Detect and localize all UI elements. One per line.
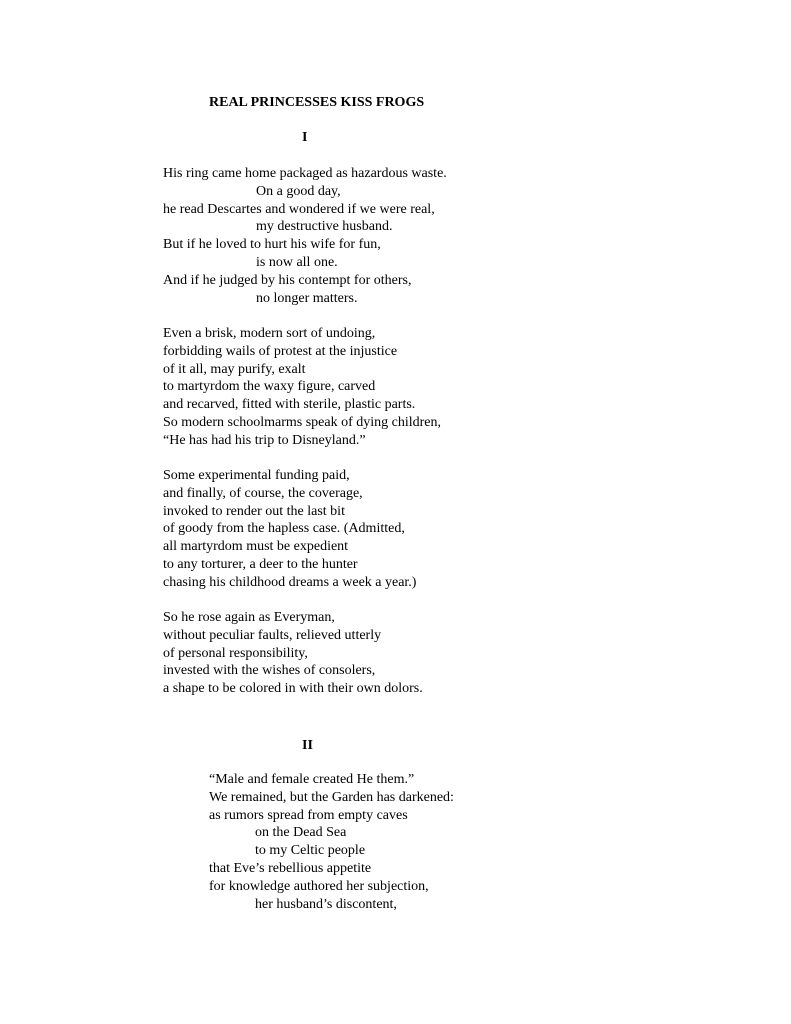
stanza <box>163 165 447 307</box>
poem-line: her husband’s discontent, <box>255 896 397 912</box>
poem-line: to any torturer, a deer to the hunter <box>163 556 358 572</box>
poem-line: to martyrdom the waxy figure, carved <box>163 379 376 395</box>
poem-line: and finally, of course, the coverage, <box>163 485 363 501</box>
poem-line: invested with the wishes of consolers, <box>163 663 376 679</box>
poem-line: all martyrdom must be expedient <box>163 539 349 555</box>
poem-line: and recarved, fitted with sterile, plastic parts. <box>163 397 416 413</box>
section-numeral: I <box>302 130 308 145</box>
poem-line: So he rose again as Everyman, <box>163 610 335 625</box>
poem-line: Even a brisk, modern sort of undoing, <box>163 326 376 341</box>
poem-line: a shape to be colored in with their own dolors. <box>163 681 423 697</box>
poem-line: So modern schoolmarms speak of dying children, <box>163 414 442 430</box>
poem-line: Some experimental funding paid, <box>163 468 350 483</box>
poem-line: to my Celtic people <box>255 843 366 859</box>
stanza <box>209 771 454 913</box>
poem-line: of goody from the hapless case. (Admitted, <box>163 521 405 537</box>
poem-title: REAL PRINCESSES KISS FROGS <box>209 95 425 110</box>
poem-line: without peculiar faults, relieved utterly <box>163 627 382 643</box>
poem-line: And if he judged by his contempt for others, <box>163 272 412 288</box>
stanza <box>163 609 423 698</box>
poem-line: invoked to render out the last bit <box>163 503 345 519</box>
poem-line: But if he loved to hurt his wife for fun, <box>163 237 381 253</box>
section-numeral: II <box>302 738 313 753</box>
poem-line: of personal responsibility, <box>163 645 308 661</box>
poem-line: chasing his childhood dreams a week a year.) <box>163 574 417 590</box>
poem-line: of it all, may purify, exalt <box>163 361 306 377</box>
poem-line: for knowledge authored her subjection, <box>209 878 429 894</box>
poem-line: that Eve’s rebellious appetite <box>209 860 372 876</box>
poem-line: he read Descartes and wondered if we were real, <box>163 201 435 217</box>
poem-line: On a good day, <box>256 183 341 199</box>
stanza <box>163 467 416 592</box>
poem-line: on the Dead Sea <box>255 825 347 841</box>
poem-line: my destructive husband. <box>256 219 393 235</box>
poem-line: forbidding wails of protest at the injustice <box>163 343 398 359</box>
poem-line: “Male and female created He them.” <box>209 772 415 787</box>
poem-line: is now all one. <box>256 254 338 270</box>
poem-line: no longer matters. <box>256 290 358 306</box>
poem-line: “He has had his trip to Disneyland.” <box>163 432 366 448</box>
stanza <box>163 325 441 450</box>
poem-line: His ring came home packaged as hazardous waste. <box>163 166 447 181</box>
poem-line: as rumors spread from empty caves <box>209 807 408 823</box>
poem-line: We remained, but the Garden has darkened: <box>209 789 454 805</box>
